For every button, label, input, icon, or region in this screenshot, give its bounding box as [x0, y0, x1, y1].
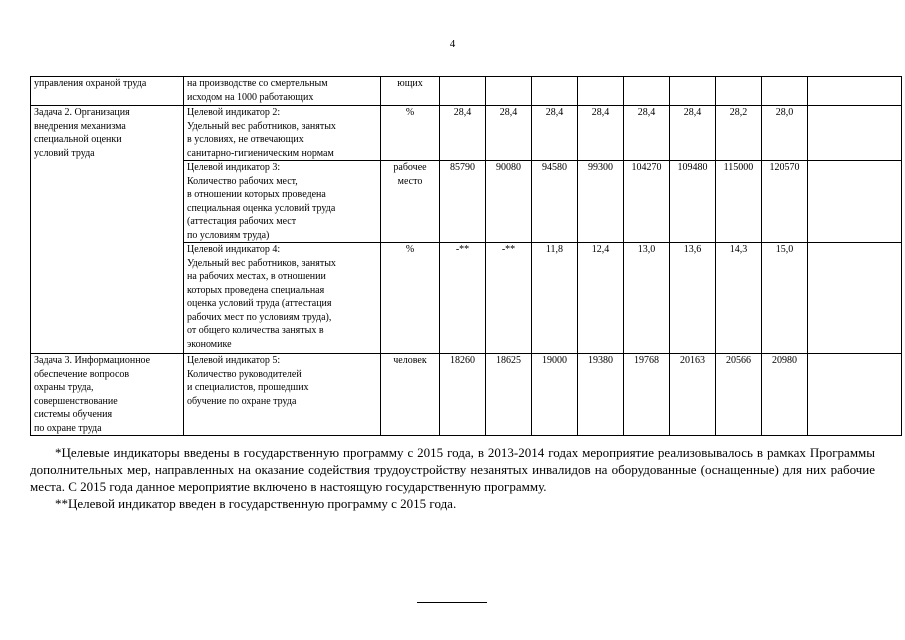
value-cell: [578, 77, 624, 106]
table-row: [31, 354, 902, 436]
value-cell: 19000: [532, 354, 578, 436]
value-cell: [624, 77, 670, 106]
task-cell: управления охраной труда: [31, 77, 184, 106]
unit-cell: человек: [381, 354, 440, 436]
unit-cell: рабочее место: [381, 161, 440, 243]
unit-cell: ющих: [381, 77, 440, 106]
value-cell: [762, 77, 808, 106]
task-cell: Задача 2. Организация внедрения механизма специальной оценки условий труда: [31, 106, 184, 354]
value-cell: 99300: [578, 161, 624, 243]
value-cell: 28,0: [762, 106, 808, 161]
value-cell: 12,4: [578, 243, 624, 354]
value-cell: 13,6: [670, 243, 716, 354]
value-cell: -**: [440, 243, 486, 354]
value-cell: 85790: [440, 161, 486, 243]
value-cell: 14,3: [716, 243, 762, 354]
value-cell: 104270: [624, 161, 670, 243]
value-cell: [486, 77, 532, 106]
value-cell: [716, 77, 762, 106]
value-cell: [808, 161, 902, 243]
value-cell: 20163: [670, 354, 716, 436]
value-cell: 28,4: [578, 106, 624, 161]
value-cell: 120570: [762, 161, 808, 243]
indicator-cell: Целевой индикатор 2: Удельный вес работников, занятых в условиях, не отвечающих санитарно-гигиеническим нормам: [184, 106, 381, 161]
value-cell: [808, 77, 902, 106]
value-cell: 28,4: [486, 106, 532, 161]
value-cell: 18625: [486, 354, 532, 436]
value-cell: 28,4: [440, 106, 486, 161]
value-cell: [808, 354, 902, 436]
value-cell: 20566: [716, 354, 762, 436]
value-cell: 115000: [716, 161, 762, 243]
value-cell: 13,0: [624, 243, 670, 354]
value-cell: -**: [486, 243, 532, 354]
footnotes: [30, 444, 875, 512]
value-cell: 18260: [440, 354, 486, 436]
value-cell: 19768: [624, 354, 670, 436]
task-cell: Задача 3. Информационное обеспечение вопросов охраны труда, совершенствование системы обучения по охране труда: [31, 354, 184, 436]
value-cell: [670, 77, 716, 106]
value-cell: 109480: [670, 161, 716, 243]
table-row: [31, 106, 902, 161]
indicator-cell: Целевой индикатор 3: Количество рабочих мест, в отношении которых проведена специальная оценка условий труда (аттестация рабочих мест по условиям труда): [184, 161, 381, 243]
end-divider: [417, 602, 487, 603]
indicators-table: [30, 76, 902, 436]
page-number: 4: [449, 38, 456, 50]
value-cell: [808, 243, 902, 354]
indicator-cell: Целевой индикатор 4: Удельный вес работников, занятых на рабочих местах, в отношении которых проведена специальная оценка условий труда (аттестация рабочих мест по условиям труда), от общего количества занятых в экономике: [184, 243, 381, 354]
value-cell: [808, 106, 902, 161]
value-cell: 94580: [532, 161, 578, 243]
value-cell: 28,4: [624, 106, 670, 161]
value-cell: [440, 77, 486, 106]
value-cell: 19380: [578, 354, 624, 436]
value-cell: [532, 77, 578, 106]
value-cell: 15,0: [762, 243, 808, 354]
value-cell: 28,2: [716, 106, 762, 161]
unit-cell: %: [381, 106, 440, 161]
footnote-1: *Целевые индикаторы введены в государственную программу с 2015 года, в 2013-2014 годах мероприятие реализовывалось в рамках Программы дополнительных мер, направленных на оказание содействия трудоустройству незанятых инвалидов на оборудованные (оснащенные) для них рабочие места. С 2015 года данное мероприятие включено в настоящую государственную программу.: [30, 445, 875, 494]
table-row: [31, 77, 902, 106]
value-cell: 90080: [486, 161, 532, 243]
value-cell: 28,4: [532, 106, 578, 161]
value-cell: 20980: [762, 354, 808, 436]
footnote-2: **Целевой индикатор введен в государственную программу с 2015 года.: [55, 496, 457, 511]
indicator-cell: Целевой индикатор 5: Количество руководителей и специалистов, прошедших обучение по охране труда: [184, 354, 381, 436]
unit-cell: %: [381, 243, 440, 354]
value-cell: 28,4: [670, 106, 716, 161]
indicator-cell: на производстве со смертельным исходом на 1000 работающих: [184, 77, 381, 106]
value-cell: 11,8: [532, 243, 578, 354]
